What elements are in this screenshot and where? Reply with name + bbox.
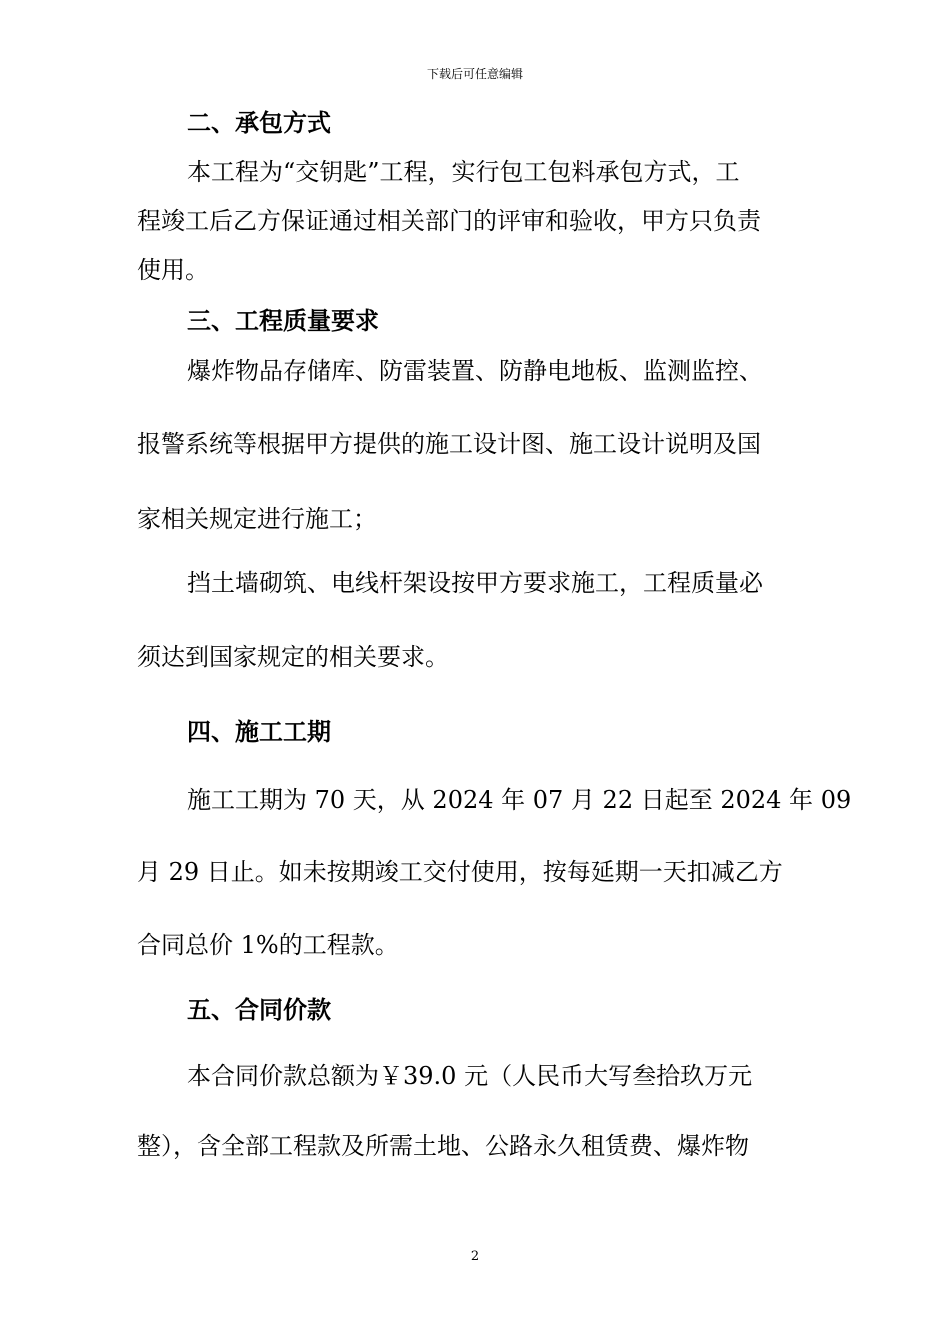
paragraph-line: 报警系统等根据甲方提供的施工设计图、施工设计说明及国 bbox=[137, 430, 761, 458]
page-header: 下载后可任意编辑 bbox=[426, 67, 523, 81]
page-number: 2 bbox=[470, 1249, 480, 1264]
section-heading-contract-price: 五、合同价款 bbox=[187, 995, 331, 1024]
paragraph-line: 本工程为“交钥匙”工程，实行包工包料承包方式，工 bbox=[187, 158, 740, 186]
paragraph-line: 程竣工后乙方保证通过相关部门的评审和验收，甲方只负责 bbox=[137, 207, 761, 235]
paragraph-line: 施工工期为 70 天，从 2024 年 07 月 22 日起至 2024 年 09 bbox=[187, 786, 852, 814]
paragraph-line: 爆炸物品存储库、防雷装置、防静电地板、监测监控、 bbox=[187, 357, 763, 385]
paragraph-line: 家相关规定进行施工； bbox=[137, 505, 377, 533]
section-heading-construction-period: 四、施工工期 bbox=[187, 717, 331, 746]
paragraph-line: 使用。 bbox=[137, 256, 209, 284]
section-heading-quality-requirements: 三、工程质量要求 bbox=[187, 306, 379, 335]
paragraph-line: 月 29 日止。如未按期竣工交付使用，按每延期一天扣减乙方 bbox=[137, 858, 783, 886]
paragraph-line: 整），含全部工程款及所需土地、公路永久租赁费、爆炸物 bbox=[137, 1132, 749, 1160]
paragraph-line: 挡土墙砌筑、电线杆架设按甲方要求施工，工程质量必 bbox=[187, 569, 763, 597]
paragraph-line: 须达到国家规定的相关要求。 bbox=[137, 643, 449, 671]
section-heading-contract-method: 二、承包方式 bbox=[187, 108, 331, 137]
paragraph-line: 合同总价 1%的工程款。 bbox=[137, 931, 399, 959]
paragraph-line: 本合同价款总额为￥39.0 元（人民币大写叁拾玖万元 bbox=[187, 1062, 753, 1090]
